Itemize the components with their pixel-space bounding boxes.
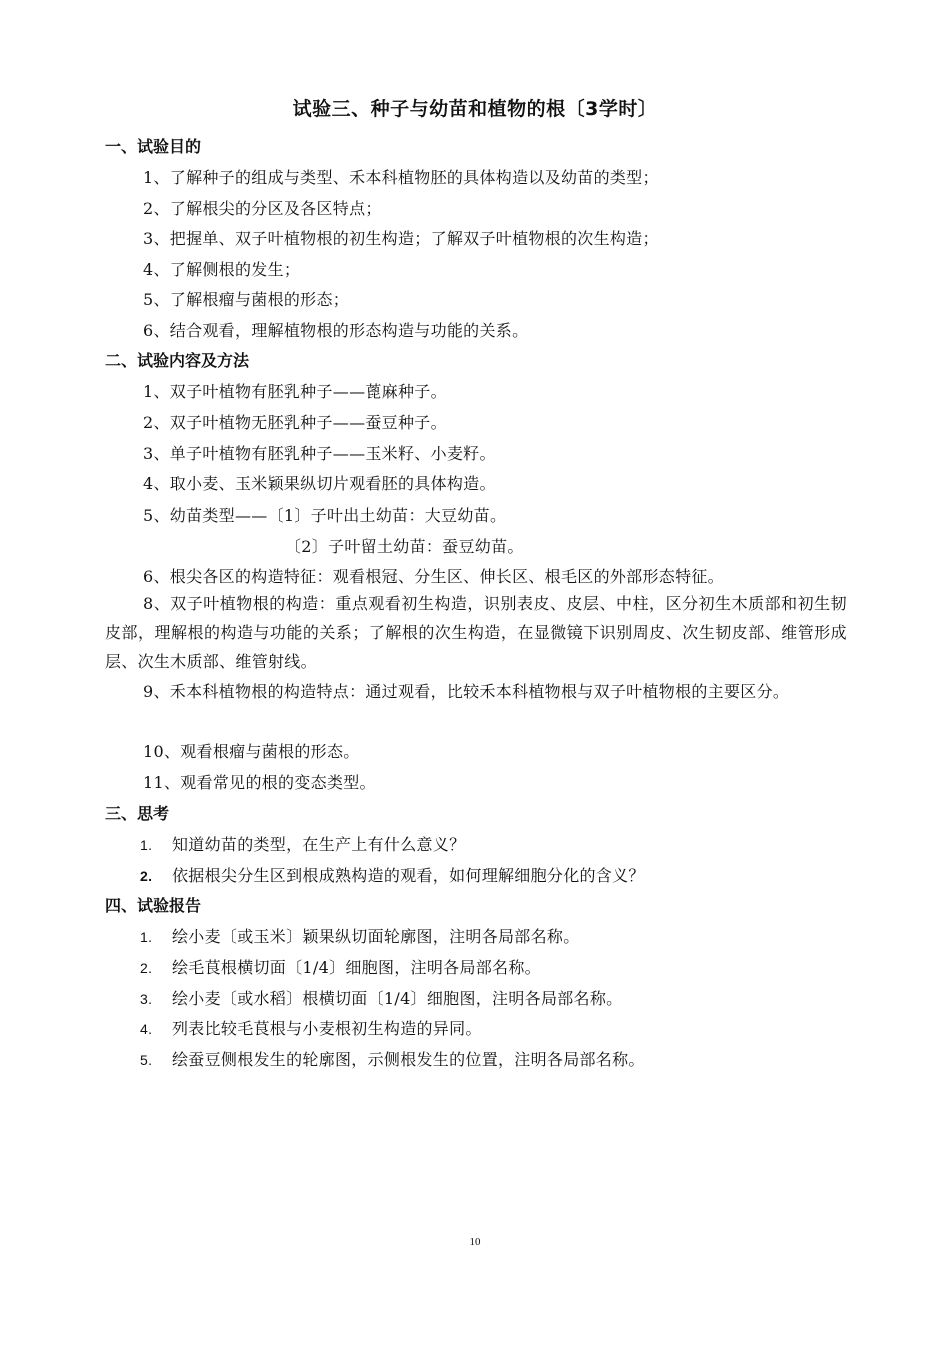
- list-item: 4、了解侧根的发生；: [143, 260, 301, 279]
- list-item: [140, 1047, 645, 1070]
- list-item: 2、了解根尖的分区及各区特点；: [143, 199, 382, 218]
- item-number: 5.: [140, 1052, 153, 1068]
- list-item: [140, 832, 465, 855]
- list-item: 5、了解根瘤与菌根的形态；: [143, 290, 350, 309]
- page-title: 试验三、种子与幼苗和植物的根〔3学时〕: [292, 98, 658, 120]
- list-item: 11、观看常见的根的变态类型。: [143, 773, 376, 792]
- list-item: 〔2〕子叶留土幼苗：蚕豆幼苗。: [285, 537, 524, 556]
- item-text: 绘小麦〔或水稻〕根横切面〔1/4〕细胞图，注明各局部名称。: [172, 989, 623, 1008]
- list-item: 1、了解种子的组成与类型、禾本科植物胚的具体构造以及幼苗的类型；: [143, 168, 659, 187]
- item-text: 绘小麦〔或玉米〕颖果纵切面轮廓图，注明各局部名称。: [172, 927, 580, 946]
- item-number: 1.: [140, 837, 153, 853]
- list-item: 10、观看根瘤与菌根的形态。: [143, 742, 360, 761]
- section-heading-purpose: 一、试验目的: [105, 137, 202, 156]
- list-item: 6、结合观看，理解植物根的形态构造与功能的关系。: [143, 321, 529, 340]
- section-heading-content: 二、试验内容及方法: [105, 351, 250, 370]
- item-text: 知道幼苗的类型，在生产上有什么意义？: [172, 835, 466, 854]
- list-item: [140, 1016, 482, 1039]
- list-item: 6、根尖各区的构造特征：观看根冠、分生区、伸长区、根毛区的外部形态特征。: [143, 567, 724, 586]
- list-item: [140, 955, 541, 978]
- list-item: [140, 924, 580, 947]
- item-number: 2.: [140, 960, 153, 976]
- paragraph-item: 8、双子叶植物根的构造：重点观看初生构造，识别表皮、皮层、中柱，区分初生木质部和初生韧皮部，理解根的构造与功能的关系；了解根的次生构造，在显微镜下识别周皮、次生韧皮部、维管形成层、次生木质部、维管射线。: [105, 594, 847, 671]
- item-text: 依据根尖分生区到根成熟构造的观看，如何理解细胞分化的含义？: [172, 866, 645, 885]
- item-text: 列表比较毛茛根与小麦根初生构造的异同。: [172, 1019, 482, 1038]
- list-item: 1、双子叶植物有胚乳种子——蓖麻种子。: [143, 382, 447, 401]
- item-number: 4.: [140, 1021, 153, 1037]
- item-text: 绘毛茛根横切面〔1/4〕细胞图，注明各局部名称。: [172, 958, 541, 977]
- item-number: 3.: [140, 991, 153, 1007]
- list-item: 3、单子叶植物有胚乳种子——玉米籽、小麦籽。: [143, 444, 496, 463]
- list-item: 5、幼苗类型——〔1〕子叶出土幼苗：大豆幼苗。: [143, 506, 507, 525]
- list-item: [140, 986, 622, 1009]
- list-item: [140, 863, 645, 886]
- list-item: 2、双子叶植物无胚乳种子——蚕豆种子。: [143, 413, 447, 432]
- item-number: 2.: [140, 868, 153, 884]
- section-heading-report: 四、试验报告: [105, 896, 202, 915]
- list-item: 3、把握单、双子叶植物根的初生构造；了解双子叶植物根的次生构造；: [143, 229, 659, 248]
- page-number: 10: [469, 1236, 481, 1248]
- paragraph-item: 9、禾本科植物根的构造特点：通过观看，比较禾本科植物根与双子叶植物根的主要区分。: [143, 682, 790, 701]
- item-text: 绘蚕豆侧根发生的轮廓图，示侧根发生的位置，注明各局部名称。: [172, 1050, 645, 1069]
- list-item: 4、取小麦、玉米颖果纵切片观看胚的具体构造。: [143, 474, 496, 493]
- section-heading-thinking: 三、思考: [105, 804, 170, 823]
- item-number: 1.: [140, 929, 153, 945]
